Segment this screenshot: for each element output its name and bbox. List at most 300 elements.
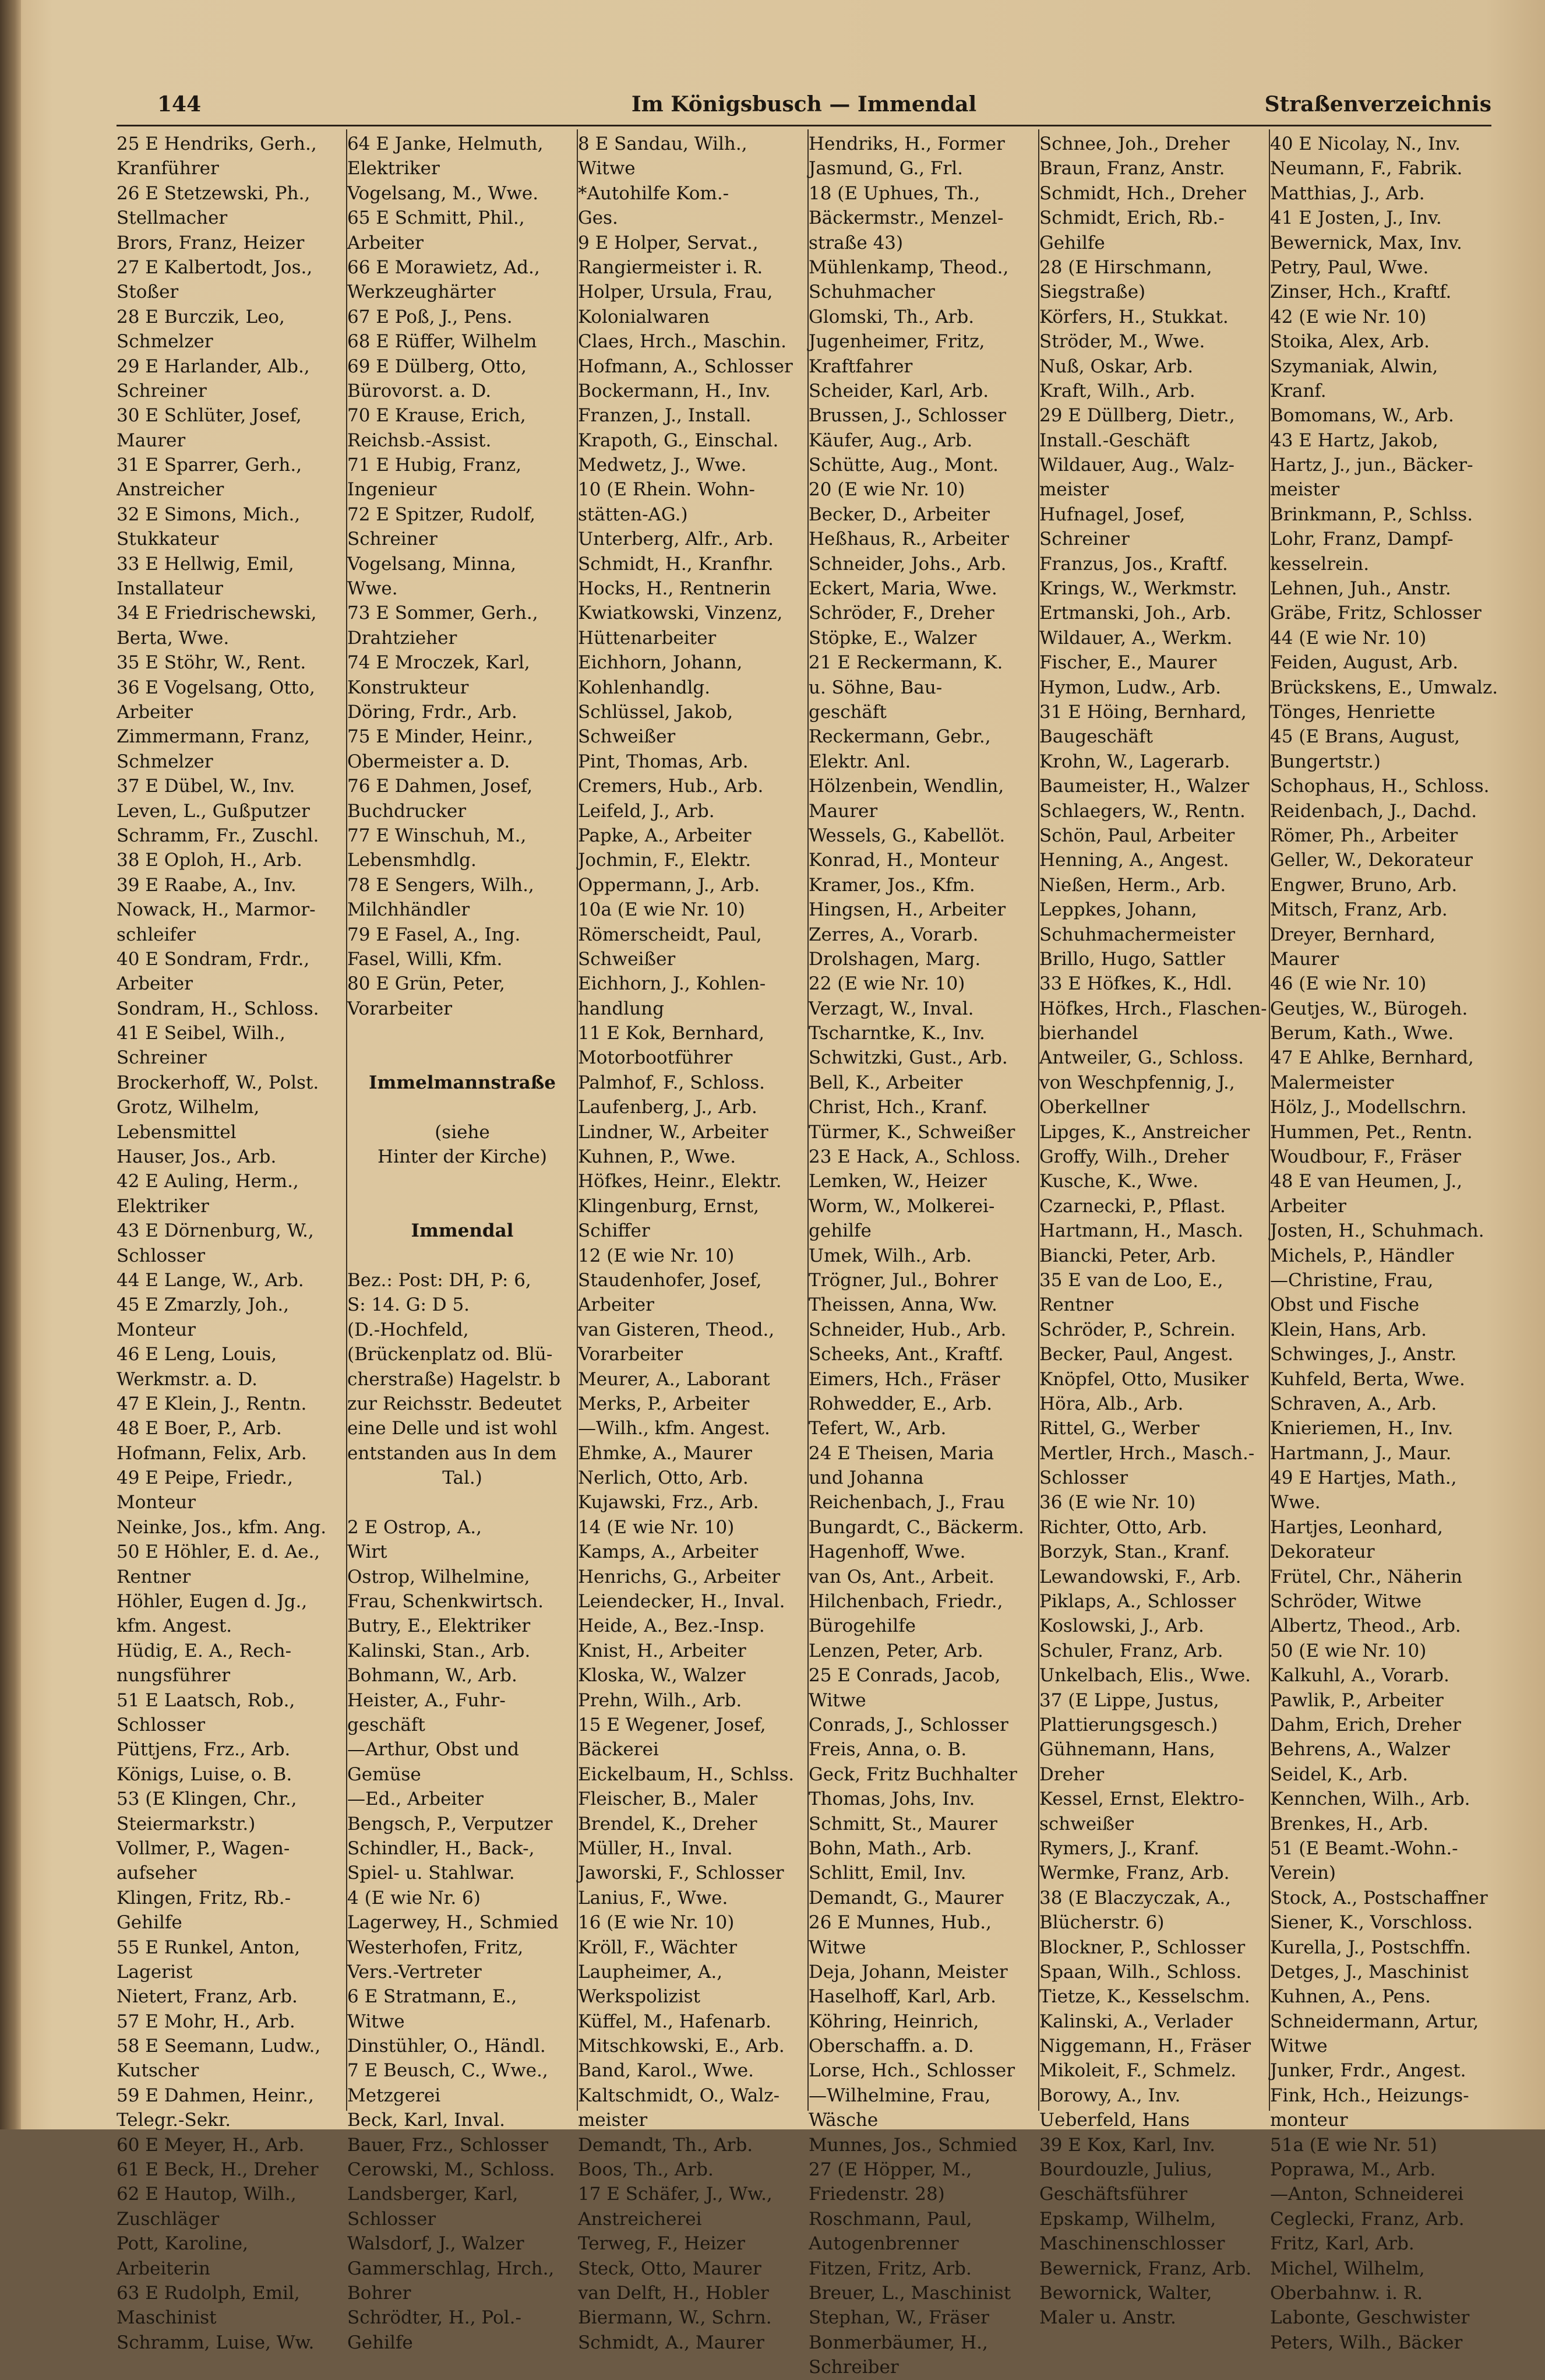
directory-entry-line: van Os, Ant., Arbeit. xyxy=(809,1566,994,1587)
directory-entry-line xyxy=(347,1194,577,1219)
directory-entry-line: 26 E Munnes, Hub., xyxy=(809,1912,992,1934)
directory-entry-line: Maschinist xyxy=(117,2307,217,2329)
directory-entry-line: Hartz, J., jun., Bäcker- xyxy=(1270,455,1473,476)
directory-entry-line: Vorarbeiter xyxy=(347,998,453,1019)
directory-entry-line: Bewernick, Max, Inv. xyxy=(1270,232,1462,254)
directory-entry-line: (Brückenplatz od. Blü- xyxy=(347,1344,553,1365)
directory-entry-line: Kujawski, Frz., Arb. xyxy=(578,1492,759,1513)
directory-entry-line: Geller, W., Dekorateur xyxy=(1270,850,1473,871)
directory-entry-line: Kalinski, A., Verlader xyxy=(1039,2011,1233,2032)
directory-entry-line: (D.-Hochfeld, xyxy=(347,1319,469,1340)
directory-entry-line: Ehmke, A., Maurer xyxy=(578,1442,752,1464)
directory-entry-line: 18 (E Uphues, Th., xyxy=(809,182,980,204)
directory-entry-line: Christ, Hch., Kranf. xyxy=(809,1097,988,1118)
directory-entry-line: 29 E Düllberg, Dietr., xyxy=(1039,405,1235,427)
directory-entry-line: Königs, Luise, o. B. xyxy=(117,1763,292,1785)
directory-entry-line: —Ed., Arbeiter xyxy=(347,1788,484,1810)
directory-entry-line: —Christine, Frau, xyxy=(1270,1269,1434,1291)
directory-entry-line: handlung xyxy=(578,998,664,1019)
directory-entry-line: Pott, Karoline, xyxy=(117,2233,249,2255)
directory-entry-line: 39 E Kox, Karl, Inv. xyxy=(1039,2134,1215,2156)
directory-entry-line: Franzus, Jos., Kraftf. xyxy=(1039,553,1228,575)
directory-entry-line: Bungertstr.) xyxy=(1270,751,1381,772)
directory-entry-line: 36 E Vogelsang, Otto, xyxy=(117,677,315,698)
directory-entry-line: Eichhorn, Johann, xyxy=(578,652,743,674)
directory-entry-line: van Gisteren, Theod., xyxy=(578,1319,775,1340)
directory-entry-line: Schröder, Witwe xyxy=(1270,1591,1421,1613)
directory-entry-line: 16 (E wie Nr. 10) xyxy=(578,1912,735,1934)
directory-entry-line: 10a (E wie Nr. 10) xyxy=(578,899,745,921)
directory-entry-line: 63 E Rudolph, Emil, xyxy=(117,2282,300,2304)
directory-entry-line: Kalinski, Stan., Arb. xyxy=(347,1640,531,1661)
directory-entry-line: Schindler, H., Back-, xyxy=(347,1837,535,1859)
directory-entry-line: kesselrein. xyxy=(1270,553,1370,575)
directory-entry-line: Heßhaus, R., Arbeiter xyxy=(809,529,1009,550)
directory-entry-line: zur Reichsstr. Bedeutet xyxy=(347,1393,562,1414)
directory-entry-line: Matthias, J., Arb. xyxy=(1270,182,1425,204)
directory-entry-line: Lenzen, Peter, Arb. xyxy=(809,1640,983,1661)
directory-entry-line: Verein) xyxy=(1270,1863,1336,1884)
directory-column-1 xyxy=(117,132,347,2353)
directory-entry-line: 53 (E Klingen, Chr., xyxy=(117,1788,297,1810)
directory-entry-line: Witwe xyxy=(578,158,636,179)
directory-entry-line: Fasel, Willi, Kfm. xyxy=(347,948,503,970)
directory-entry-line: 35 E Stöhr, W., Rent. xyxy=(117,652,306,674)
directory-entry-line: Biermann, W., Schrn. xyxy=(578,2307,772,2329)
directory-entry-line: geschäft xyxy=(809,701,887,723)
directory-entry-line: Arbeiter xyxy=(578,1294,654,1316)
section-title: Straßenverzeichnis xyxy=(1264,92,1491,117)
directory-entry-line: Mühlenkamp, Theod., xyxy=(809,256,1009,278)
directory-entry-line: 55 E Runkel, Anton, xyxy=(117,1937,301,1958)
directory-entry-line: —Wilhelmine, Frau, xyxy=(809,2085,991,2106)
directory-entry-line: Niggemann, H., Fräser xyxy=(1039,2036,1251,2057)
directory-entry-line: Geck, Fritz Buchhalter xyxy=(809,1763,1017,1785)
directory-entry-line: Schreiner xyxy=(347,529,438,550)
directory-entry-line: Zinser, Hch., Kraftf. xyxy=(1270,281,1452,303)
directory-entry-line: Konrad, H., Monteur xyxy=(809,850,999,871)
directory-entry-line: Bürogehilfe xyxy=(809,1615,916,1637)
directory-entry-line: Plattierungsgesch.) xyxy=(1039,1714,1218,1735)
directory-entry-line: Butry, E., Elektriker xyxy=(347,1615,531,1637)
directory-entry-line: Frütel, Chr., Näherin xyxy=(1270,1566,1462,1587)
directory-entry-line: Ertmanski, Joh., Arb. xyxy=(1039,603,1232,624)
directory-entry-line: Tefert, W., Arb. xyxy=(809,1418,947,1439)
directory-entry-line: Stephan, W., Fräser xyxy=(809,2307,989,2329)
directory-entry-line: 33 E Hellwig, Emil, xyxy=(117,553,294,575)
directory-entry-line: 38 (E Blaczyczak, A., xyxy=(1039,1887,1232,1909)
directory-entry-line: Neinke, Jos., kfm. Ang. xyxy=(117,1516,327,1538)
directory-entry-line: S: 14. G: D 5. xyxy=(347,1294,470,1316)
directory-entry-line: Lipges, K., Anstreicher xyxy=(1039,1121,1250,1143)
directory-entry-line: 70 E Krause, Erich, xyxy=(347,405,526,427)
directory-entry-line: 51 E Laatsch, Rob., xyxy=(117,1689,295,1711)
directory-entry-line: 7 E Beusch, C., Wwe., xyxy=(347,2060,548,2082)
directory-entry-line xyxy=(347,1045,577,1070)
directory-entry-line: Maurer xyxy=(1270,948,1339,970)
directory-entry-line: Elektr. Anl. xyxy=(809,751,911,772)
directory-entry-line: Henning, A., Angest. xyxy=(1039,850,1229,871)
directory-entry-line: Stukkateur xyxy=(117,529,219,550)
directory-entry-line: Hendriks, H., Former xyxy=(809,133,1005,154)
directory-entry-line: Schuhmachermeister xyxy=(1039,924,1236,945)
directory-entry-line: Gemüse xyxy=(347,1763,421,1785)
directory-entry-line: schweißer xyxy=(1039,1813,1134,1835)
directory-entry-line: Schweißer xyxy=(578,726,676,748)
directory-entry-line: Püttjens, Frz., Arb. xyxy=(117,1739,291,1761)
directory-entry-line: 44 (E wie Nr. 10) xyxy=(1270,627,1427,649)
directory-entry-line: Lagerwey, H., Schmied xyxy=(347,1912,559,1934)
directory-entry-line: u. Söhne, Bau- xyxy=(809,677,943,698)
directory-entry-line: Kolonialwaren xyxy=(578,306,710,328)
directory-entry-line: 27 E Kalbertodt, Jos., xyxy=(117,256,313,278)
directory-entry-line: Papke, A., Arbeiter xyxy=(578,825,752,846)
directory-entry-line: 35 E van de Loo, E., xyxy=(1039,1269,1223,1291)
directory-column-2 xyxy=(347,132,577,2353)
directory-entry-line: Jasmund, G., Frl. xyxy=(809,158,964,179)
directory-entry-line: Frau, Schenkwirtsch. xyxy=(347,1591,544,1613)
directory-entry-line: Peters, Wilh., Bäcker xyxy=(1270,2332,1463,2353)
directory-entry-line: 57 E Mohr, H., Arb. xyxy=(117,2011,295,2032)
directory-entry-line: Vogelsang, Minna, xyxy=(347,553,517,575)
directory-entry-line: Reckermann, Gebr., xyxy=(809,726,991,748)
directory-entry-line: Schneider, Hub., Arb. xyxy=(809,1319,1007,1340)
directory-entry-line: 46 (E wie Nr. 10) xyxy=(1270,973,1427,995)
directory-column-6 xyxy=(1270,132,1500,2353)
directory-column-3 xyxy=(578,132,808,2353)
directory-entry-line: Medwetz, J., Wwe. xyxy=(578,455,747,476)
directory-entry-line: Dreyer, Bernhard, xyxy=(1270,924,1435,945)
directory-entry-line: Höra, Alb., Arb. xyxy=(1039,1393,1184,1414)
directory-entry-line: 34 E Friedrischewski, xyxy=(117,603,317,624)
directory-entry-line: 42 (E wie Nr. 10) xyxy=(1270,306,1427,328)
directory-entry-line: Kessel, Ernst, Elektro- xyxy=(1039,1788,1245,1810)
directory-entry-line: Brückskens, E., Umwalz. xyxy=(1270,677,1498,698)
directory-entry-line: Fitzen, Fritz, Arb. xyxy=(809,2258,972,2279)
directory-entry-line: Poprawa, M., Arb. xyxy=(1270,2159,1436,2181)
directory-entry-line: Groffy, Wilh., Dreher xyxy=(1039,1146,1229,1168)
directory-entry-line: Bauer, Frz., Schlosser xyxy=(347,2134,549,2156)
directory-entry-line: 23 E Hack, A., Schloss. xyxy=(809,1146,1021,1168)
directory-entry-line: Installateur xyxy=(117,578,223,600)
directory-entry-line: Wirt xyxy=(347,1541,387,1563)
directory-entry-line: Obermeister a. D. xyxy=(347,751,510,772)
directory-entry-line: Wessels, G., Kabellöt. xyxy=(809,825,1006,846)
directory-entry-line: cherstraße) Hagelstr. b xyxy=(347,1368,561,1390)
directory-entry-line: Witwe xyxy=(809,1689,866,1711)
directory-entry-line: Lohr, Franz, Dampf- xyxy=(1270,529,1454,550)
directory-entry-line: Bomomans, W., Arb. xyxy=(1270,405,1454,427)
directory-entry-line: Werkmstr. a. D. xyxy=(117,1368,258,1390)
directory-entry-line: 9 E Holper, Servat., xyxy=(578,232,759,254)
directory-entry-line: Westerhofen, Fritz, xyxy=(347,1937,524,1958)
directory-entry-line: 42 E Auling, Herm., xyxy=(117,1171,299,1192)
directory-entry-line: Leiendecker, H., Inval. xyxy=(578,1591,785,1613)
directory-entry-line: Schröder, F., Dreher xyxy=(809,603,994,624)
directory-entry-line: 31 E Sparrer, Gerh., xyxy=(117,455,302,476)
directory-entry-line: Fischer, E., Maurer xyxy=(1039,652,1217,674)
directory-entry-line: Hartmann, H., Masch. xyxy=(1039,1220,1244,1242)
directory-entry-line: 49 E Peipe, Friedr., xyxy=(117,1467,293,1489)
directory-entry-line: Schlosser xyxy=(117,1245,206,1266)
directory-entry-line: 31 E Höing, Bernhard, xyxy=(1039,701,1247,723)
directory-entry-line: Heister, A., Fuhr- xyxy=(347,1689,506,1711)
directory-entry-line: 33 E Höfkes, K., Hdl. xyxy=(1039,973,1233,995)
directory-entry-line: Junker, Frdr., Angest. xyxy=(1270,2060,1466,2082)
directory-entry-line: Klingen, Fritz, Rb.- xyxy=(117,1887,291,1909)
directory-entry-line: Maler u. Anstr. xyxy=(1039,2307,1176,2329)
directory-entry-line: Leven, L., Gußputzer xyxy=(117,800,310,822)
directory-entry-line: Breuer, L., Maschinist xyxy=(809,2282,1011,2304)
directory-entry-line: Bewernick, Franz, Arb. xyxy=(1039,2258,1252,2279)
directory-entry-line: Ströder, M., Wwe. xyxy=(1039,331,1205,353)
directory-entry-line: monteur xyxy=(1270,2110,1348,2131)
directory-entry-line: 74 E Mroczek, Karl, xyxy=(347,652,530,674)
directory-entry-line: Holper, Ursula, Frau, xyxy=(578,281,773,303)
directory-entry-line: Theissen, Anna, Ww. xyxy=(809,1294,997,1316)
directory-entry-line: meister xyxy=(578,2110,648,2131)
directory-entry-line: Detges, J., Maschinist xyxy=(1270,1961,1469,1983)
directory-entry-line: Sondram, H., Schloss. xyxy=(117,998,319,1019)
directory-entry-line: Kraftfahrer xyxy=(809,355,913,377)
directory-entry-line: nungsführer xyxy=(117,1665,231,1687)
directory-entry-line: Oberschaffn. a. D. xyxy=(809,2036,974,2057)
directory-entry-line: Hilchenbach, Friedr., xyxy=(809,1591,1003,1613)
directory-entry-line: Bengsch, P., Verputzer xyxy=(347,1813,553,1835)
directory-entry-line: Freis, Anna, o. B. xyxy=(809,1739,967,1761)
directory-entry-line: Milchhändler xyxy=(347,899,470,921)
directory-entry-line: 10 (E Rhein. Wohn- xyxy=(578,479,755,501)
directory-entry-line: meister xyxy=(1039,479,1109,501)
directory-entry-line: Band, Karol., Wwe. xyxy=(578,2060,754,2082)
directory-entry-line: Hingsen, H., Arbeiter xyxy=(809,899,1006,921)
directory-entry-line: Prehn, Wilh., Arb. xyxy=(578,1689,742,1711)
directory-entry-line: Steck, Otto, Maurer xyxy=(578,2258,761,2279)
directory-entry-line: Lebensmittel xyxy=(117,1121,237,1143)
directory-entry-line: Siener, K., Vorschloss. xyxy=(1270,1912,1473,1934)
directory-column-5 xyxy=(1039,132,1269,2329)
directory-entry-line: Kennchen, Wilh., Arb. xyxy=(1270,1788,1470,1810)
directory-entry-line: Laupheimer, A., xyxy=(578,1961,723,1983)
directory-entry-line: 64 E Janke, Helmuth, xyxy=(347,133,544,154)
directory-entry-line: Beck, Karl, Inval. xyxy=(347,2110,506,2131)
directory-entry-line: Autogenbrenner xyxy=(809,2233,959,2255)
directory-entry-line: Schreiner xyxy=(117,380,207,402)
directory-entry-line: Anstreicherei xyxy=(578,2208,702,2230)
directory-entry-line: Schlosser xyxy=(347,2208,436,2230)
directory-entry-line: Geschäftsführer xyxy=(1039,2184,1188,2205)
directory-entry-line: Piklaps, A., Schlosser xyxy=(1039,1591,1236,1613)
directory-entry-line: Siegstraße) xyxy=(1039,281,1146,303)
directory-entry-line: Cremers, Hub., Arb. xyxy=(578,776,764,797)
directory-entry-line: Schlüssel, Jakob, xyxy=(578,701,733,723)
directory-entry-line: Römer, Ph., Arbeiter xyxy=(1270,825,1458,846)
directory-entry-line: Schneidermann, Artur, xyxy=(1270,2011,1479,2032)
directory-entry-line: Bewornick, Walter, xyxy=(1039,2282,1212,2304)
directory-entry-line: Türmer, K., Schweißer xyxy=(809,1121,1015,1143)
directory-entry-line: Rymers, J., Kranf. xyxy=(1039,1837,1200,1859)
directory-entry-line: 28 E Burczik, Leo, xyxy=(117,306,285,328)
directory-entry-line: Hauser, Jos., Arb. xyxy=(117,1146,277,1168)
directory-entry-line: Ingenieur xyxy=(347,479,437,501)
directory-entry-line: Tietze, K., Kesselschm. xyxy=(1039,1986,1250,2008)
directory-entry-line: Engwer, Bruno, Arb. xyxy=(1270,874,1458,896)
directory-entry-line: 24 E Theisen, Maria xyxy=(809,1442,994,1464)
directory-entry-line: Schnee, Joh., Dreher xyxy=(1039,133,1230,154)
directory-entry-line: Woudbour, F., Fräser xyxy=(1270,1146,1461,1168)
directory-entry-line: Roschmann, Paul, xyxy=(809,2208,972,2230)
directory-entry-line: Malermeister xyxy=(1270,1072,1394,1093)
directory-entry-line: straße 43) xyxy=(809,232,904,254)
directory-entry-line: Petry, Paul, Wwe. xyxy=(1270,256,1429,278)
directory-entry-line: Kalkuhl, A., Vorarb. xyxy=(1270,1665,1449,1687)
directory-entry-line: 17 E Schäfer, J., Ww., xyxy=(578,2184,772,2205)
directory-entry-line: 60 E Meyer, H., Arb. xyxy=(117,2134,305,2156)
directory-entry-line: Höfkes, Hrch., Flaschen- xyxy=(1039,998,1267,1019)
directory-entry-line: 69 E Dülberg, Otto, xyxy=(347,355,527,377)
directory-entry-line: Stoßer xyxy=(117,281,179,303)
directory-entry-line: Scheeks, Ant., Kraftf. xyxy=(809,1344,1004,1365)
directory-entry-line: Unterberg, Alfr., Arb. xyxy=(578,529,774,550)
directory-entry-line: Umek, Wilh., Arb. xyxy=(809,1245,972,1266)
directory-column-4 xyxy=(809,132,1039,2378)
directory-entry-line: von Weschpfennig, J., xyxy=(1039,1072,1235,1093)
directory-entry-line: Reichsb.-Assist. xyxy=(347,429,492,451)
directory-entry-line: Elektriker xyxy=(117,1195,209,1217)
directory-entry-line: Kröll, F., Wächter xyxy=(578,1937,738,1958)
directory-entry-line: 50 E Höhler, E. d. Ae., xyxy=(117,1541,320,1563)
directory-entry-line: Reidenbach, J., Dachd. xyxy=(1270,800,1477,822)
book-spine xyxy=(0,0,21,2129)
directory-entry-line: Schmelzer xyxy=(117,751,213,772)
directory-entry-line: Kaltschmidt, O., Walz- xyxy=(578,2085,780,2106)
directory-entry-line: Werkzeughärter xyxy=(347,281,496,303)
directory-entry-line: Fleischer, B., Maler xyxy=(578,1788,758,1810)
directory-entry-line: Kurella, J., Postschffn. xyxy=(1270,1937,1471,1958)
directory-entry-line: Hüttenarbeiter xyxy=(578,627,717,649)
directory-entry-line: van Delft, H., Hobler xyxy=(578,2282,769,2304)
directory-entry-line: Baugeschäft xyxy=(1039,726,1154,748)
directory-entry-line: Behrens, A., Walzer xyxy=(1270,1739,1450,1761)
directory-entry-line: Jugenheimer, Fritz, xyxy=(809,331,985,353)
directory-entry-line: Schlosser xyxy=(117,1714,206,1735)
directory-entry-line: Kutscher xyxy=(117,2060,199,2082)
directory-entry-line: Bäckermstr., Menzel- xyxy=(809,207,1004,229)
directory-entry-line: 22 (E wie Nr. 10) xyxy=(809,973,965,995)
directory-entry-line: Hartmann, J., Maur. xyxy=(1270,1442,1452,1464)
directory-entry-line: Brors, Franz, Heizer xyxy=(117,232,305,254)
directory-entry-line: Dahm, Erich, Dreher xyxy=(1270,1714,1461,1735)
directory-entry-line: Eckert, Maria, Wwe. xyxy=(809,578,997,600)
directory-entry-line: Maurer xyxy=(117,429,186,451)
directory-entry-line: Palmhof, F., Schloss. xyxy=(578,1072,766,1093)
directory-entry-line: Lehnen, Juh., Anstr. xyxy=(1270,578,1451,600)
directory-entry-line: Arbeiter xyxy=(117,973,193,995)
directory-entry-line: 67 E Poß, J., Pens. xyxy=(347,306,513,328)
directory-entry-line: Kusche, K., Wwe. xyxy=(1039,1171,1199,1192)
directory-entry-line: Drolshagen, Marg. xyxy=(809,948,981,970)
directory-entry-line: Install.-Geschäft xyxy=(1039,429,1190,451)
directory-entry-line: Zerres, A., Vorarb. xyxy=(809,924,979,945)
directory-entry-line: Stock, A., Postschaffner xyxy=(1270,1887,1488,1909)
directory-entry-line: 62 E Hautop, Wilh., xyxy=(117,2184,297,2205)
page-title: Im Königsbusch — Immendal xyxy=(631,92,977,117)
directory-entry-line: Kraft, Wilh., Arb. xyxy=(1039,380,1195,402)
directory-entry-line: Bohn, Math., Arb. xyxy=(809,1837,972,1859)
directory-entry-line: Rohwedder, E., Arb. xyxy=(809,1393,993,1414)
directory-entry-line: Brockerhoff, W., Polst. xyxy=(117,1072,319,1093)
directory-entry-line: Döring, Frdr., Arb. xyxy=(347,701,517,723)
directory-entry-line: Oberkellner xyxy=(1039,1097,1149,1118)
directory-entry-line: —Anton, Schneiderei xyxy=(1270,2184,1464,2205)
directory-entry-line: Lindner, W., Arbeiter xyxy=(578,1121,768,1143)
directory-entry-line: Kohlenhandlg. xyxy=(578,677,711,698)
directory-entry-line: Staudenhofer, Josef, xyxy=(578,1269,762,1291)
directory-entry-line: Mitschkowski, E., Arb. xyxy=(578,2036,785,2057)
directory-entry-line: Schweißer xyxy=(578,948,676,970)
directory-entry-line: Stellmacher xyxy=(117,207,228,229)
directory-entry-line: Koslowski, J., Arb. xyxy=(1039,1615,1204,1637)
directory-entry-line: Trögner, Jul., Bohrer xyxy=(809,1269,998,1291)
directory-entry-line: Bonmerbäumer, H., xyxy=(809,2332,988,2353)
directory-entry-line: 40 E Sondram, Frdr., xyxy=(117,948,310,970)
directory-entry-line: Krings, W., Werkmstr. xyxy=(1039,578,1237,600)
directory-entry-line: 51a (E wie Nr. 51) xyxy=(1270,2134,1437,2156)
directory-entry-line: 32 E Simons, Mich., xyxy=(117,504,301,525)
directory-entry-line: Oppermann, J., Arb. xyxy=(578,874,760,896)
directory-entry-line: Hartjes, Leonhard, xyxy=(1270,1516,1443,1538)
directory-entry-line: —Arthur, Obst und xyxy=(347,1739,519,1761)
directory-entry-line: Becker, Paul, Angest. xyxy=(1039,1344,1234,1365)
directory-entry-line: Käufer, Aug., Arb. xyxy=(809,429,973,451)
directory-entry-line: 59 E Dahmen, Heinr., xyxy=(117,2085,314,2106)
directory-entry-line: Worm, W., Molkerei- xyxy=(809,1195,995,1217)
directory-entry-line: Obst und Fische xyxy=(1270,1294,1420,1316)
directory-entry-line: Brillo, Hugo, Sattler xyxy=(1039,948,1225,970)
directory-entry-line: Rangiermeister i. R. xyxy=(578,256,763,278)
directory-entry-line: Merks, P., Arbeiter xyxy=(578,1393,750,1414)
directory-entry-line: Dinstühler, O., Händl. xyxy=(347,2036,546,2057)
directory-entry-line: Rentner xyxy=(1039,1294,1114,1316)
directory-entry-line: Lemken, W., Heizer xyxy=(809,1171,987,1192)
directory-entry-line: Ceglecki, Franz, Arb. xyxy=(1270,2208,1465,2230)
directory-entry-line: Demandt, Th., Arb. xyxy=(578,2134,753,2156)
directory-entry-line: Henrichs, G., Arbeiter xyxy=(578,1566,781,1587)
directory-entry-line: Schreiner xyxy=(117,1047,207,1069)
directory-entry-line: Glomski, Th., Arb. xyxy=(809,306,975,328)
directory-entry-line: Schraven, A., Arb. xyxy=(1270,1393,1437,1414)
directory-entry-line: (siehe xyxy=(435,1121,490,1143)
directory-entry-line: gehilfe xyxy=(809,1220,872,1242)
directory-entry-line: Claes, Hrch., Maschin. xyxy=(578,331,787,353)
directory-entry-line: 61 E Beck, H., Dreher xyxy=(117,2159,319,2181)
directory-entry-line: Ueberfeld, Hans xyxy=(1039,2110,1190,2131)
directory-entry-line: Wwe. xyxy=(347,578,398,600)
directory-entry-line: 37 (E Lippe, Justus, xyxy=(1039,1689,1219,1711)
directory-entry-line: Reichenbach, J., Frau xyxy=(809,1492,1005,1513)
directory-entry-line: Schlosser xyxy=(1039,1467,1128,1489)
directory-entry-line: Lebensmhdlg. xyxy=(347,850,477,871)
directory-entry-line: Vers.-Vertreter xyxy=(347,1961,482,1983)
directory-entry-line: aufseher xyxy=(117,1863,197,1884)
directory-entry-line: Fritz, Karl, Arb. xyxy=(1270,2233,1415,2255)
directory-entry-line: Wwe. xyxy=(1270,1492,1321,1513)
directory-entry-line: 21 E Reckermann, K. xyxy=(809,652,1003,674)
directory-entry-line: Leifeld, J., Arb. xyxy=(578,800,715,822)
directory-entry-line: Witwe xyxy=(347,2011,405,2032)
directory-entry-line: 76 E Dahmen, Josef, xyxy=(347,776,533,797)
directory-entry-line: Nerlich, Otto, Arb. xyxy=(578,1467,749,1489)
